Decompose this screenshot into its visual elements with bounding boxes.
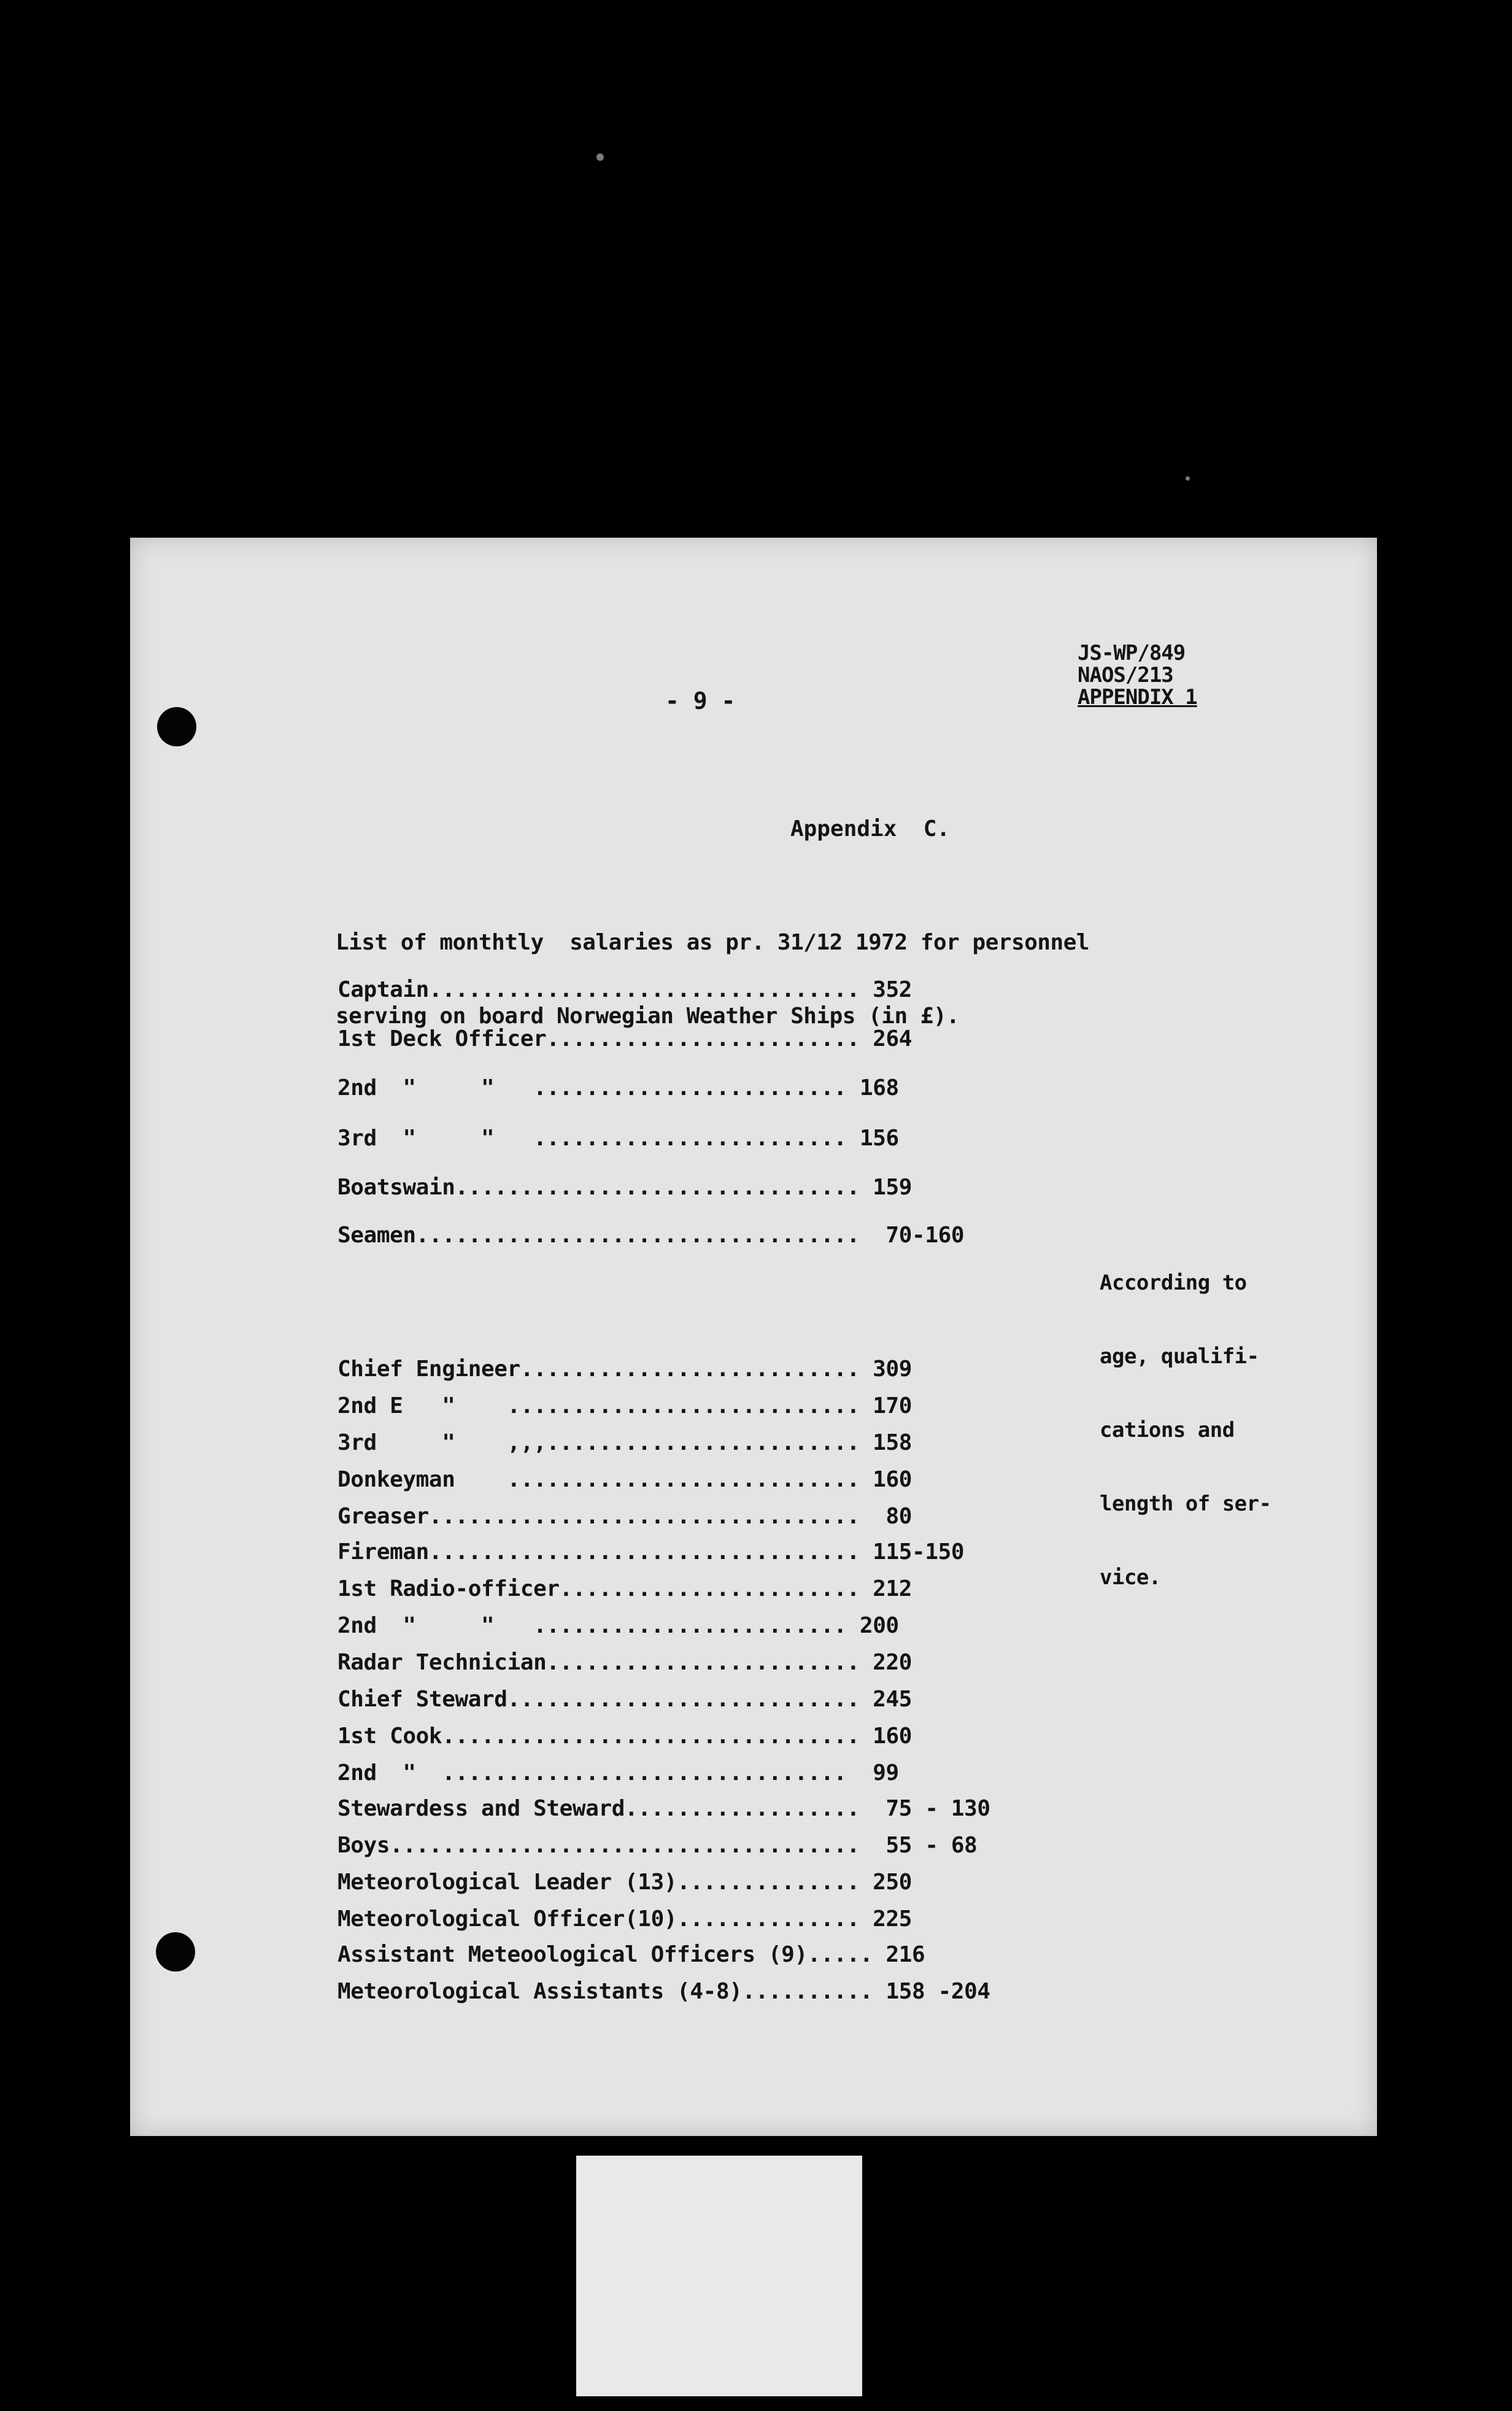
film-speck xyxy=(1186,476,1190,481)
salary-row: Fireman................................. 115-150 xyxy=(338,1539,965,1565)
film-speck xyxy=(596,153,604,161)
reference-block xyxy=(1078,642,1197,708)
salary-row: Boatswain............................... 159 xyxy=(338,1175,912,1200)
salary-row: 2nd " " ........................ 200 xyxy=(338,1613,899,1638)
blank-slip xyxy=(576,2156,862,2396)
note-line: According to xyxy=(1100,1271,1247,1295)
salary-row: 1st Deck Officer........................ 264 xyxy=(338,1026,912,1051)
appendix-reference: APPENDIX 1 xyxy=(1078,685,1197,710)
salary-row: Meteorological Leader (13).............. 250 xyxy=(338,1870,912,1895)
salary-row: Boys.................................... 55 - 68 xyxy=(338,1833,978,1858)
intro-line: serving on board Norwegian Weather Ships (in £). xyxy=(336,1004,960,1029)
salary-row: Stewardess and Steward.................. 75 - 130 xyxy=(338,1796,990,1821)
salary-row: Captain................................. 352 xyxy=(338,977,912,1002)
reference-line: JS-WP/849 xyxy=(1078,641,1186,665)
salary-row: 2nd " " ........................ 168 xyxy=(338,1075,899,1101)
salary-row: 2nd " ............................... 99 xyxy=(338,1760,899,1786)
salary-row: Chief Steward........................... 245 xyxy=(338,1687,912,1712)
note-line: cations and xyxy=(1100,1418,1235,1442)
salary-row: 1st Radio-officer....................... 212 xyxy=(338,1576,912,1601)
note-line: vice. xyxy=(1100,1565,1161,1590)
punch-hole-bottom xyxy=(156,1932,195,1972)
salary-row: 3rd " " ........................ 156 xyxy=(338,1126,899,1151)
salary-row: Meteorological Officer(10).............. 225 xyxy=(338,1906,912,1932)
salary-row: 1st Cook................................ 160 xyxy=(338,1724,912,1749)
note-line: length of ser- xyxy=(1100,1492,1271,1516)
intro-line: List of monthtly salaries as pr. 31/12 1972 for personnel xyxy=(336,930,1090,955)
salary-row: 2nd E " ........................... 170 xyxy=(338,1393,912,1418)
seamen-note xyxy=(1100,1221,1271,1639)
salary-row: Assistant Meteoological Officers (9)..... 216 xyxy=(338,1942,925,1967)
note-line: age, qualifi- xyxy=(1100,1344,1259,1369)
salary-row: Donkeyman ........................... 160 xyxy=(338,1467,912,1492)
page-title: Appendix C. xyxy=(790,816,951,842)
page-number: - 9 - xyxy=(665,687,736,714)
salary-row: Seamen.................................. 70-160 xyxy=(338,1223,965,1248)
reference-line: NAOS/213 xyxy=(1078,663,1173,687)
salary-row: Radar Technician........................ 220 xyxy=(338,1650,912,1675)
salary-row: Greaser................................. 80 xyxy=(338,1504,912,1529)
salary-row: 3rd " ,,,........................ 158 xyxy=(338,1430,912,1455)
salary-row: Chief Engineer.......................... 309 xyxy=(338,1356,912,1382)
document-page xyxy=(130,538,1377,2136)
salary-row: Meteorological Assistants (4-8).......... 158 -204 xyxy=(338,1979,990,2004)
punch-hole-top xyxy=(157,707,196,746)
